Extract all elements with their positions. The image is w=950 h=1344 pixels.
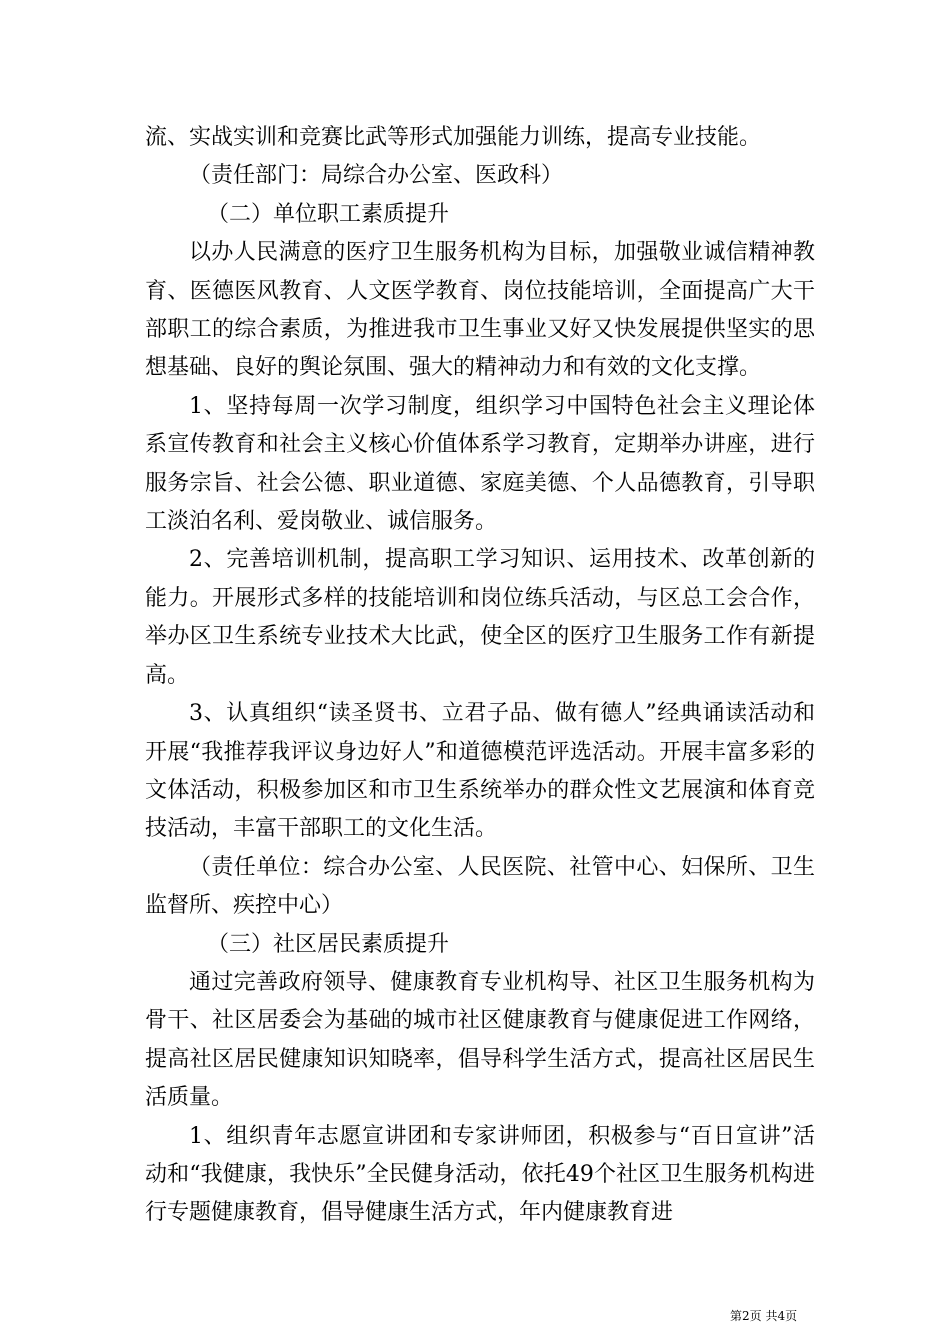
section-2-item-2: 2、完善培训机制，提高职工学习知识、运用技术、改革创新的能力。开展形式多样的技能培训和岗位练兵活动，与区总工会合作，举办区卫生系统专业技术大比武，使全区的医疗卫生服务工作有新提高。: [145, 547, 815, 688]
section-2-item-3: 3、认真组织“读圣贤书、立君子品、做有德人”经典诵读活动和开展“我推荐我评议身边好人”和道德模范评选活动。开展丰富多彩的文体活动，积极参加区和市卫生系统举办的群众性文艺展演和体育竞技活动，丰富干部职工的文化生活。: [145, 701, 815, 842]
responsibility-note-2: （责任单位：综合办公室、人民医院、社管中心、妇保所、卫生监督所、疾控中心）: [145, 854, 815, 919]
section-3-item-1: 1、组织青年志愿宣讲团和专家讲师团，积极参与“百日宣讲”活动和“我健康，我快乐”全民健身活动，依托49个社区卫生服务机构进行专题健康教育，倡导健康生活方式，年内健康教育进: [145, 1123, 815, 1226]
paragraph-continuation: 流、实战实训和竞赛比武等形式加强能力训练，提高专业技能。: [145, 125, 762, 150]
section-3-intro: 通过完善政府领导、健康教育专业机构导、社区卫生服务机构为骨干、社区居委会为基础的城市社区健康教育与健康促进工作网络，提高社区居民健康知识知晓率，倡导科学生活方式，提高社区居民生活质量。: [145, 969, 815, 1111]
section-heading-2: （二）单位职工素质提升: [207, 201, 450, 227]
page-number: 第2页 共4页: [730, 1309, 798, 1323]
section-2-intro: 以办人民满意的医疗卫生服务机构为目标，加强敬业诚信精神教育、医德医风教育、人文医学教育、岗位技能培训，全面提高广大干部职工的综合素质，为推进我市卫生事业又好又快发展提供坚实的思想基础、良好的舆论氛围、强大的精神动力和有效的文化支撑。: [145, 240, 815, 381]
body-text: [145, 119, 815, 1233]
section-2-item-1: 1、坚持每周一次学习制度，组织学习中国特色社会主义理论体系宣传教育和社会主义核心价值体系学习教育，定期举办讲座，进行服务宗旨、社会公德、职业道德、家庭美德、个人品德教育，引导职工淡泊名利、爱岗敬业、诚信服务。: [145, 393, 815, 535]
section-heading-3: （三）社区居民素质提升: [207, 931, 450, 957]
responsibility-note-1: （责任部门：局综合办公室、医政科）: [189, 163, 564, 189]
